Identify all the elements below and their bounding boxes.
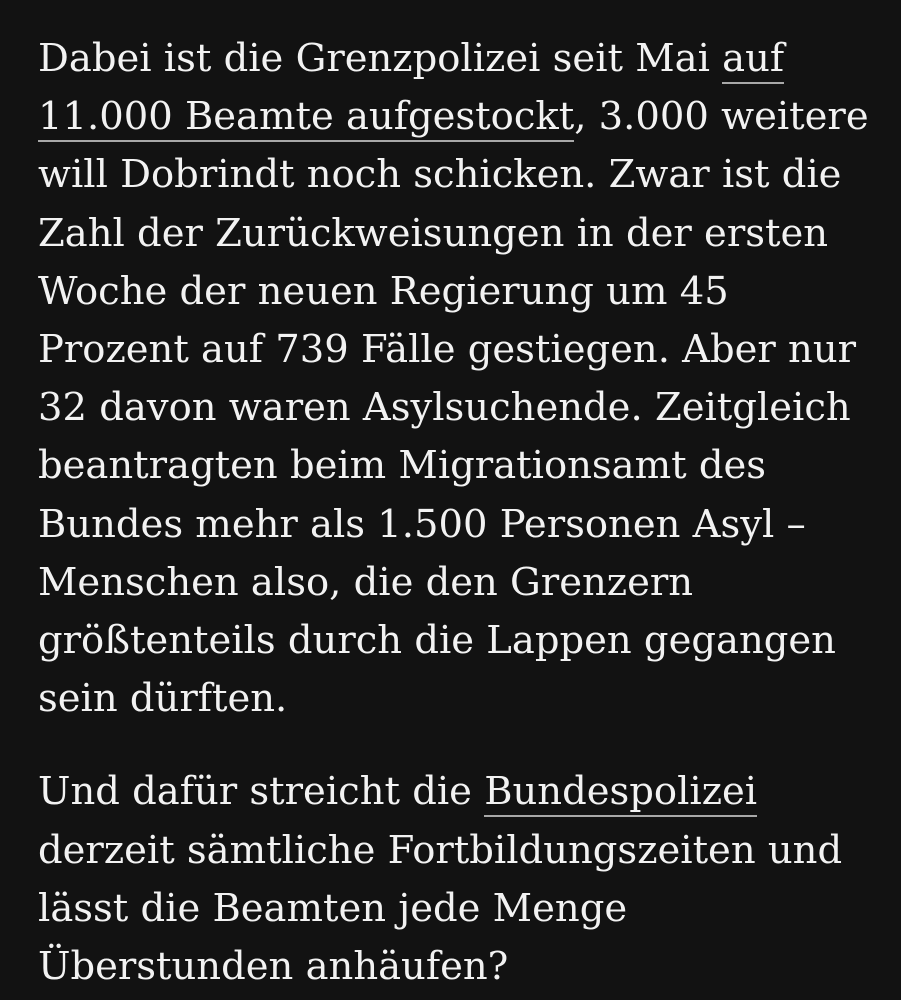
paragraph-1-text-before-link: Dabei ist die Grenzpolizei seit Mai [38,36,723,81]
article-paragraph-1 [38,30,878,728]
paragraph-2-text-before-link: Und dafür streicht die [38,769,485,815]
paragraph-2-text-after-link: derzeit sämtliche Fortbildungszeiten und lässt die Beamten jede Menge Überstunden anhäufen? [38,827,843,990]
article-body [38,30,878,996]
link-aufgestockt[interactable]: auf 11.000 Beamte aufgestockt [38,36,784,142]
paragraph-1-text-after-link: , 3.000 weitere will Dobrindt noch schicken. Zwar ist die Zahl der Zurückweisungen in der ersten Woche der neuen Regierung um 45 Prozent auf 739 Fälle gestiegen. Aber nur 32 davon waren Asylsuchende. Zeitgleich beantragten beim Migrationsamt des Bundes mehr als 1.500 Personen Asyl – Menschen also, die den Grenzern größtenteils durch die Lappen gegangen sein dürften. [38,94,869,722]
article-paragraph-2 [38,763,878,996]
link-bundespolizei[interactable]: Bundespolizei [484,769,757,817]
